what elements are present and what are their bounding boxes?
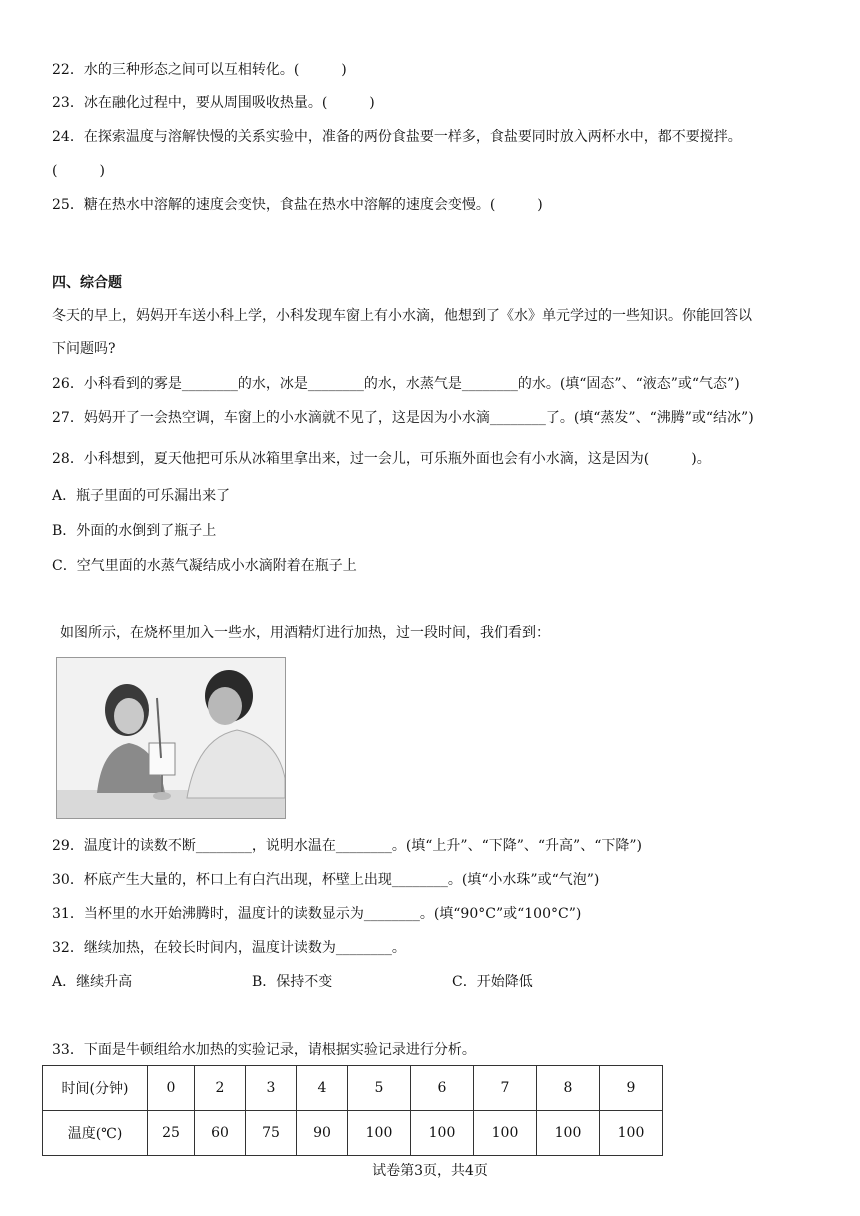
- experiment-record-table: [42, 1065, 663, 1156]
- table-cell: 100: [411, 1111, 474, 1156]
- question-32: 32．继续加热，在较长时间内，温度计读数为________。: [52, 940, 406, 956]
- q32-option-b: B．保持不变: [252, 974, 333, 990]
- table-cell: 100: [537, 1111, 600, 1156]
- table-cell: 90: [297, 1111, 348, 1156]
- table-cell: 6: [411, 1066, 474, 1111]
- question-27: 27．妈妈开了一会热空调，车窗上的小水滴就不见了，这是因为小水滴________了。(填“蒸发”、“沸腾”或“结冰”): [52, 410, 754, 426]
- table-cell: 2: [195, 1066, 246, 1111]
- page-footer: 试卷第3页，共4页: [372, 1163, 488, 1179]
- table-cell: 9: [600, 1066, 663, 1111]
- question-26: 26．小科看到的雾是________的水，冰是________的水，水蒸气是________的水。(填“固态”、“液态”或“气态”): [52, 376, 740, 392]
- question-29: 29．温度计的读数不断________，说明水温在________。(填“上升”、“下降”、“升高”、“下降”): [52, 838, 642, 854]
- table-cell: 100: [600, 1111, 663, 1156]
- table-row: [43, 1111, 663, 1156]
- intro-line-2: 下问题吗?: [52, 341, 116, 357]
- question-30: 30．杯底产生大量的，杯口上有白汽出现，杯壁上出现________。(填“小水珠”或“气泡”): [52, 872, 600, 888]
- table-cell: 7: [474, 1066, 537, 1111]
- q32-option-c: C．开始降低: [452, 974, 533, 990]
- question-28: 28．小科想到，夏天他把可乐从冰箱里拿出来，过一会儿，可乐瓶外面也会有小水滴，这是因为( )。: [52, 451, 711, 467]
- table-cell: 60: [195, 1111, 246, 1156]
- table-cell: 5: [348, 1066, 411, 1111]
- intro-line-1: 冬天的早上，妈妈开车送小科上学，小科发现车窗上有小水滴，他想到了《水》单元学过的一些知识。你能回答以: [52, 308, 752, 324]
- q28-option-b: B．外面的水倒到了瓶子上: [52, 523, 217, 539]
- q32-option-a: A．继续升高: [52, 974, 133, 990]
- table-cell: 25: [148, 1111, 195, 1156]
- question-33: 33．下面是牛顿组给水加热的实验记录，请根据实验记录进行分析。: [52, 1042, 476, 1058]
- figure-intro: 如图所示，在烧杯里加入一些水，用酒精灯进行加热，过一段时间，我们看到：: [60, 625, 550, 641]
- question-24-blank: ( ): [52, 163, 105, 179]
- table-cell: 8: [537, 1066, 600, 1111]
- experiment-photo-illustration: [57, 658, 285, 818]
- experiment-photo: [56, 657, 286, 819]
- table-header-cell: 时间(分钟): [43, 1066, 148, 1111]
- q28-option-a: A．瓶子里面的可乐漏出来了: [52, 488, 231, 504]
- table-cell: 0: [148, 1066, 195, 1111]
- q28-option-c: C．空气里面的水蒸气凝结成小水滴附着在瓶子上: [52, 558, 357, 574]
- question-24: 24．在探索温度与溶解快慢的关系实验中，准备的两份食盐要一样多，食盐要同时放入两杯水中，都不要搅拌。: [52, 129, 742, 145]
- table-row: [43, 1066, 663, 1111]
- table-cell: 100: [474, 1111, 537, 1156]
- table-cell: 4: [297, 1066, 348, 1111]
- question-25: 25．糖在热水中溶解的速度会变快，食盐在热水中溶解的速度会变慢。( ): [52, 197, 543, 213]
- question-23: 23．冰在融化过程中，要从周围吸收热量。( ): [52, 95, 375, 111]
- question-22: 22．水的三种形态之间可以互相转化。( ): [52, 62, 347, 78]
- table-cell: 3: [246, 1066, 297, 1111]
- question-31: 31．当杯里的水开始沸腾时，温度计的读数显示为________。(填“90°C”或“100°C”): [52, 906, 582, 922]
- table-header-cell: 温度(℃): [43, 1111, 148, 1156]
- section-title: 四、综合题: [52, 275, 122, 291]
- table-cell: 75: [246, 1111, 297, 1156]
- table-cell: 100: [348, 1111, 411, 1156]
